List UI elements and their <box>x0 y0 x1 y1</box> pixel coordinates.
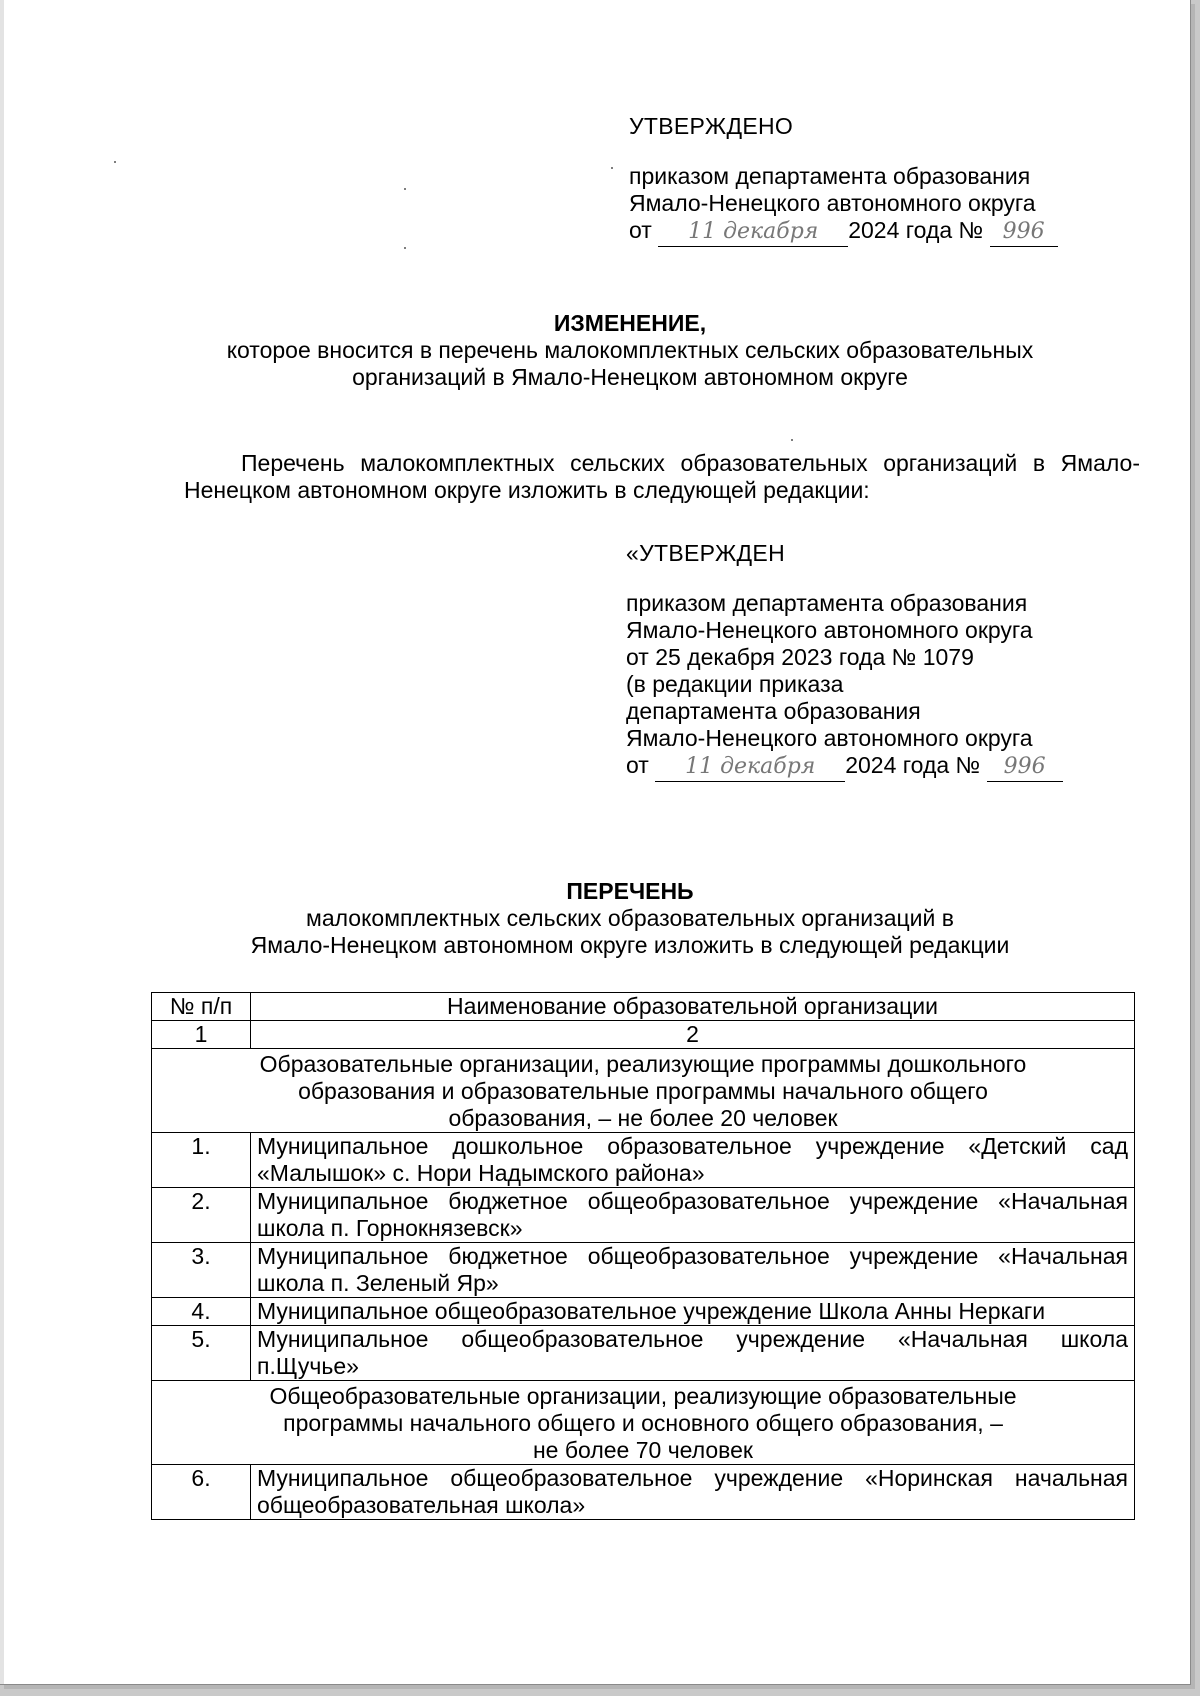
section-line: образования, – не более 20 человек <box>448 1105 838 1131</box>
date-prefix: от <box>629 217 652 243</box>
row-number: 4. <box>152 1298 251 1326</box>
approval-stamp: «УТВЕРЖДЕН <box>626 540 785 566</box>
section-line: образования и образовательные программы начального общего <box>298 1078 988 1104</box>
section-line: не более 70 человек <box>532 1437 753 1463</box>
handwritten-number: 996 <box>987 755 1063 782</box>
list-subtitle-line: Ямало-Ненецком автономном округе изложить в следующей редакции <box>250 932 1010 958</box>
approval-line: приказом департамента образования <box>626 590 1028 616</box>
section-heading <box>152 1049 1135 1133</box>
row-number: 3. <box>152 1243 251 1298</box>
column-index: 1 <box>152 1021 251 1049</box>
section-line: программы начального общего и основного общего образования, – <box>283 1410 1003 1436</box>
change-subtitle-line: которое вносится в перечень малокомплектных сельских образовательных <box>226 337 1034 363</box>
approval-block-1 <box>629 113 1129 247</box>
approval-line: от 25 декабря 2023 года № 1079 <box>626 644 974 670</box>
row-number: 2. <box>152 1188 251 1243</box>
approval-line: приказом департамента образования <box>629 163 1031 189</box>
section-heading <box>152 1381 1135 1465</box>
organization-name: Муниципальное дошкольное образовательное учреждение «Детский сад «Малышок» с. Нори Надымского района» <box>251 1133 1135 1188</box>
scan-speck <box>114 161 116 163</box>
table-header-row <box>152 993 1135 1021</box>
row-number: 6. <box>152 1465 251 1520</box>
approval-line: Ямало-Ненецкого автономного округа <box>626 725 1033 751</box>
intro-paragraph: Перечень малокомплектных сельских образовательных организаций в Ямало-Ненецком автономном округе изложить в следующей редакции: <box>184 450 1140 503</box>
scan-speck <box>791 439 793 441</box>
scan-speck <box>611 167 613 169</box>
change-title <box>150 310 1110 391</box>
table-section-row <box>152 1381 1135 1465</box>
organization-name: Муниципальное бюджетное общеобразовательное учреждение «Начальная школа п. Зеленый Яр» <box>251 1243 1135 1298</box>
scan-speck <box>404 188 406 190</box>
approval-date-line <box>626 752 1126 782</box>
organization-name: Муниципальное бюджетное общеобразовательное учреждение «Начальная школа п. Горнокнязевск» <box>251 1188 1135 1243</box>
list-subtitle-line: малокомплектных сельских образовательных организаций в <box>306 905 954 931</box>
table-row <box>152 1243 1135 1298</box>
table-row <box>152 1298 1135 1326</box>
handwritten-date: 11 декабря <box>658 220 848 247</box>
approval-block-2 <box>626 540 1126 782</box>
handwritten-date: 11 декабря <box>655 755 845 782</box>
organizations-table <box>151 992 1135 1520</box>
list-heading: ПЕРЕЧЕНЬ <box>566 878 694 904</box>
year-text: 2024 года № <box>845 752 981 778</box>
year-text: 2024 года № <box>848 217 984 243</box>
section-line: Образовательные организации, реализующие программы дошкольного <box>259 1051 1027 1077</box>
handwritten-number: 996 <box>990 220 1058 247</box>
organization-name: Муниципальное общеобразовательное учреждение «Норинская начальная общеобразовательная школа» <box>251 1465 1135 1520</box>
approval-stamp: УТВЕРЖДЕНО <box>629 113 794 139</box>
table-index-row <box>152 1021 1135 1049</box>
approval-line: Ямало-Ненецкого автономного округа <box>626 617 1033 643</box>
approval-date-line <box>629 217 1129 247</box>
header-num: № п/п <box>152 993 251 1021</box>
approval-line: департамента образования <box>626 698 921 724</box>
header-name: Наименование образовательной организации <box>251 993 1135 1021</box>
page-left-edge <box>0 0 4 1684</box>
table-row <box>152 1188 1135 1243</box>
table-row <box>152 1133 1135 1188</box>
row-number: 1. <box>152 1133 251 1188</box>
approval-line: (в редакции приказа <box>626 671 844 697</box>
date-prefix: от <box>626 752 649 778</box>
table-row <box>152 1326 1135 1381</box>
organization-name: Муниципальное общеобразовательное учреждение «Начальная школа п.Щучье» <box>251 1326 1135 1381</box>
change-heading: ИЗМЕНЕНИЕ, <box>553 310 707 336</box>
approval-line: Ямало-Ненецкого автономного округа <box>629 190 1036 216</box>
section-line: Общеобразовательные организации, реализующие образовательные <box>269 1383 1017 1409</box>
list-title <box>150 878 1110 959</box>
organization-name: Муниципальное общеобразовательное учреждение Школа Анны Неркаги <box>251 1298 1135 1326</box>
column-index: 2 <box>251 1021 1135 1049</box>
table-row <box>152 1465 1135 1520</box>
change-subtitle-line: организаций в Ямало-Ненецком автономном округе <box>352 364 908 390</box>
row-number: 5. <box>152 1326 251 1381</box>
scan-speck <box>404 247 406 249</box>
table-section-row <box>152 1049 1135 1133</box>
